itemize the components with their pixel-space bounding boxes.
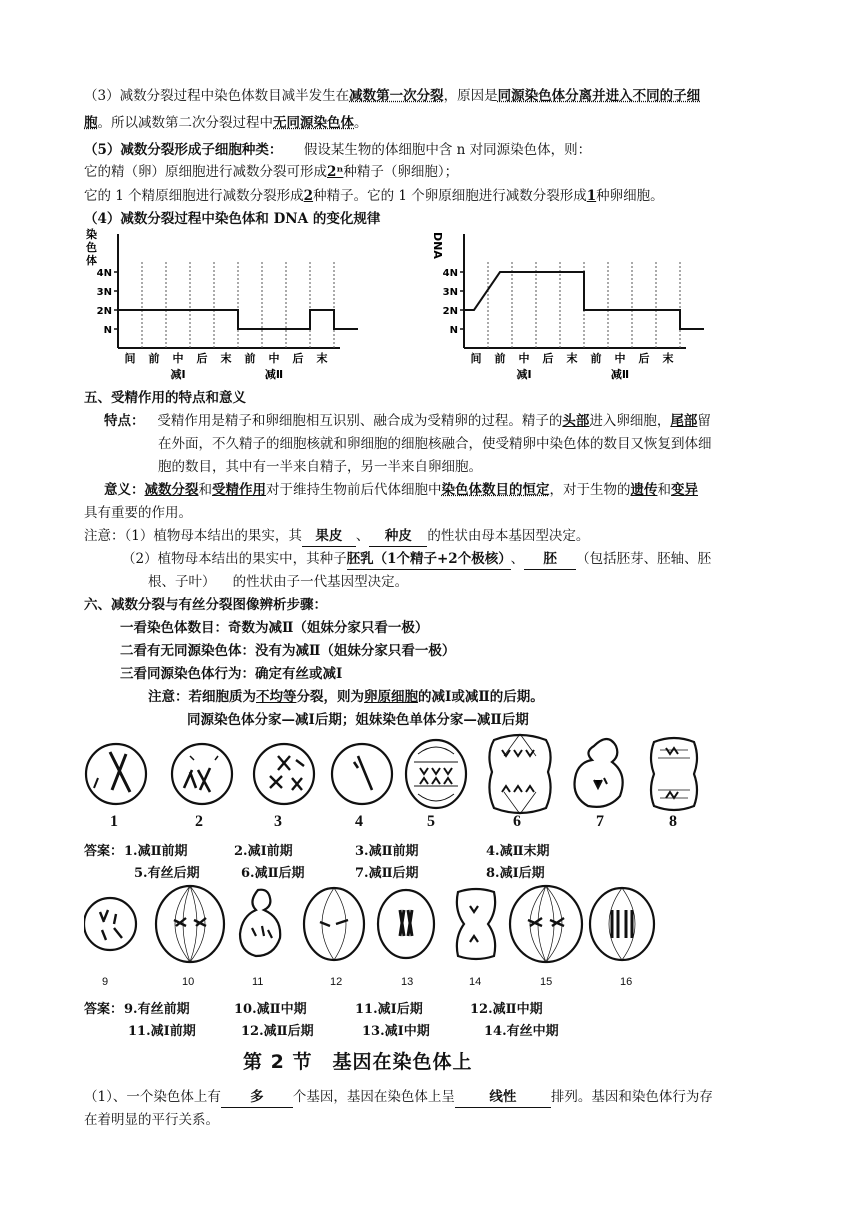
significance-line1 <box>104 480 698 500</box>
answer-item: 3.减Ⅱ前期 <box>355 844 419 859</box>
x-tick-label: 中 <box>614 352 626 365</box>
gene-para-line1 <box>84 1087 713 1108</box>
text: 假设某生物的体细胞中含 n 对同源染色体，则： <box>303 142 592 158</box>
answer: 变异 <box>671 482 698 498</box>
group-label: 减Ⅱ <box>610 368 630 381</box>
y-axis-label-char: 体 <box>86 254 97 267</box>
x-tick-label: 后 <box>638 352 650 365</box>
y-tick-label: 4N <box>442 268 458 279</box>
text: 它的精（卵）原细胞进行减数分裂可形成 <box>84 164 327 180</box>
cell-15 <box>510 886 582 962</box>
x-tick-label: 后 <box>196 352 208 365</box>
cell-16 <box>590 888 654 960</box>
blank-answer: 种皮 <box>369 526 427 547</box>
y-tick-label: 4N <box>96 268 112 279</box>
text: 种精子（卵细胞）； <box>343 164 459 180</box>
text: 种精子。它的 1 个卵原细胞进行减数分裂形成 <box>313 188 587 204</box>
blank-answer: 多 <box>221 1087 293 1108</box>
step-note <box>148 687 544 707</box>
answer-item: 11.减Ⅰ前期 <box>128 1024 196 1039</box>
answer: 2ⁿ <box>327 164 344 180</box>
cell-7 <box>575 739 623 807</box>
x-tick-label: 前 <box>494 352 506 365</box>
para-5-line3 <box>84 186 664 206</box>
cell-6 <box>489 734 550 814</box>
x-tick-label: 末 <box>566 352 578 365</box>
step-note-2: 同源染色体分家—减Ⅰ后期；姐妹染色单体分家—减Ⅱ后期 <box>187 712 529 728</box>
group-label: 减Ⅰ <box>170 368 186 381</box>
answer-item: 4.减Ⅱ末期 <box>486 844 550 859</box>
y-tick-label: 3N <box>442 287 458 298</box>
cell-number: 6 <box>513 813 521 830</box>
text: 对于维持生物前后代体细胞中 <box>266 482 442 498</box>
blank-answer: 线性 <box>455 1087 551 1108</box>
x-tick-label: 后 <box>292 352 304 365</box>
x-tick-label: 前 <box>244 352 256 365</box>
step-3: 三看同源染色体行为：确定有丝或减Ⅰ <box>120 666 343 682</box>
answer-item: 5.有丝后期 <box>134 866 200 881</box>
cell-number: 1 <box>110 813 118 830</box>
text: ，对于生物的 <box>549 482 631 498</box>
emphasis: 卵原细胞 <box>364 689 418 705</box>
note-line3 <box>148 572 408 592</box>
x-tick-label: 前 <box>590 352 602 365</box>
note-line2 <box>122 549 711 570</box>
cell-number: 10 <box>182 976 195 988</box>
x-tick-label: 间 <box>470 352 482 365</box>
step-1: 一看染色体数目：奇数为减Ⅱ（姐妹分家只看一极） <box>120 620 429 636</box>
cell-number: 9 <box>102 976 109 988</box>
chromosome-chart <box>84 226 374 382</box>
text: （1）植物母本结出的果实，其 <box>124 528 302 544</box>
x-tick-label: 前 <box>148 352 160 365</box>
text: 留 <box>697 413 711 429</box>
y-tick-label: N <box>103 325 112 336</box>
cell-13 <box>378 890 434 958</box>
cell-3 <box>254 744 314 804</box>
cell-8 <box>651 738 697 810</box>
y-axis-label-char: 染 <box>86 228 97 241</box>
x-tick-label: 中 <box>518 352 530 365</box>
heading: （5）减数分裂形成子细胞种类： <box>84 142 283 158</box>
emphasis: 胞 <box>84 115 98 131</box>
emphasis: 无同源染色体 <box>273 115 354 131</box>
group-label: 减Ⅰ <box>516 368 532 381</box>
series-line <box>118 310 358 329</box>
feature-line1 <box>104 411 711 431</box>
x-tick-label: 间 <box>124 352 136 365</box>
significance-line2: 具有重要的作用。 <box>84 505 192 521</box>
y-tick-label: 2N <box>96 306 112 317</box>
answer: 尾部 <box>670 413 698 429</box>
cell-number: 16 <box>620 976 633 988</box>
x-tick-label: 末 <box>316 352 328 365</box>
text: 的减Ⅰ或减Ⅱ的后期。 <box>418 689 544 705</box>
text: ，原因是 <box>443 88 498 104</box>
blank-answer: 胚乳（1个精子+2个极核） <box>347 549 511 570</box>
y-tick-label: 2N <box>442 306 458 317</box>
feature-line2: 在外面，不久精子的细胞核就和卵细胞的细胞核融合，使受精卵中染色体的数目又恢复到体细 <box>158 436 712 452</box>
note-line1 <box>84 526 589 547</box>
series-line <box>464 272 704 329</box>
answer-label-1: 答案： <box>84 844 124 859</box>
text: 种卵细胞。 <box>596 188 664 204</box>
cell-11 <box>240 890 280 956</box>
text: 。所以减数第二次分裂过程中 <box>97 115 273 131</box>
section-6-title: 六、减数分裂与有丝分裂图像辨析步骤： <box>84 597 327 613</box>
label: 注意： <box>84 528 125 544</box>
text: （1）、一个染色体上有 <box>84 1089 221 1105</box>
answer-item: 12.减Ⅱ后期 <box>241 1024 314 1039</box>
answer: 减数分裂 <box>144 482 199 498</box>
section-5-title: 五、受精作用的特点和意义 <box>84 390 246 406</box>
emphasis: 染色体数目的恒定 <box>441 482 550 498</box>
text: 、 <box>510 551 525 567</box>
cell-4 <box>332 744 392 804</box>
label: 特点： <box>104 413 145 429</box>
cell-number: 8 <box>669 813 677 830</box>
text: 排列。基因和染色体行为存 <box>550 1089 713 1105</box>
text: 分裂，则为 <box>296 689 364 705</box>
text: 、 <box>355 528 370 544</box>
x-tick-label: 末 <box>220 352 232 365</box>
feature-line3: 胞的数目，其中有一半来自精子，另一半来自卵细胞。 <box>158 459 482 475</box>
cell-row-2 <box>84 884 664 966</box>
text: 根、子叶） <box>148 574 216 590</box>
emphasis: 同源染色体分离并进入不同的子细 <box>497 88 701 104</box>
text: 和 <box>198 482 212 498</box>
cell-number: 7 <box>596 813 604 830</box>
text: 受精作用是精子和卵细胞相互识别、融合成为受精卵的过程。精子的 <box>157 413 563 429</box>
answer-item: 1.减Ⅱ前期 <box>124 844 188 859</box>
step-2: 二看有无同源染色体：没有为减Ⅱ（姐妹分家只看一极） <box>120 643 456 659</box>
answer: 1 <box>586 188 597 204</box>
text: 个基因，基因在染色体上呈 <box>292 1089 455 1105</box>
text: （2）植物母本结出的果实中，其种子 <box>122 551 347 567</box>
blank-answer: 胚 <box>524 549 576 570</box>
answer-item: 11.减Ⅰ后期 <box>355 1002 423 1017</box>
cell-number: 3 <box>274 813 282 830</box>
y-tick-label: N <box>449 325 458 336</box>
cell-number: 13 <box>401 976 414 988</box>
para-3-line2 <box>84 113 368 133</box>
text: 的性状由子一代基因型决定。 <box>232 574 409 590</box>
label: 意义： <box>104 482 145 498</box>
text: （3）减数分裂过程中染色体数目减半发生在 <box>84 88 350 104</box>
dna-chart <box>430 226 720 382</box>
answer-item: 6.减Ⅱ后期 <box>241 866 305 881</box>
cell-number: 11 <box>252 976 264 988</box>
cell-number: 4 <box>355 813 363 830</box>
answer-item: 13.减Ⅰ中期 <box>362 1024 430 1039</box>
answer-label-2: 答案： <box>84 1002 124 1017</box>
cell-1 <box>86 744 146 804</box>
text: 的性状由母本基因型决定。 <box>427 528 590 544</box>
answer-item: 12.减Ⅱ中期 <box>470 1002 543 1017</box>
cell-number: 14 <box>469 976 482 988</box>
text: 。 <box>354 115 368 131</box>
text: 它的 1 个精原细胞进行减数分裂形成 <box>84 188 304 204</box>
cell-14 <box>457 889 495 959</box>
cell-5 <box>406 740 466 808</box>
emphasis: 不均等 <box>256 689 297 705</box>
para-3-line1 <box>84 86 700 106</box>
answer-item: 14.有丝中期 <box>484 1024 559 1039</box>
x-tick-label: 末 <box>662 352 674 365</box>
answer: 遗传 <box>630 482 658 498</box>
y-axis-label: DNA <box>431 232 444 259</box>
x-tick-label: 后 <box>542 352 554 365</box>
para-5-line2 <box>84 162 458 182</box>
answer: 2 <box>303 188 314 204</box>
para-5-line1 <box>84 140 591 160</box>
answer: 受精作用 <box>212 482 266 498</box>
cell-10 <box>156 886 224 962</box>
text: （包括胚芽、胚轴、胚 <box>576 551 712 567</box>
answer-item: 9.有丝前期 <box>124 1002 190 1017</box>
text: 注意：若细胞质为 <box>148 689 256 705</box>
cell-9 <box>84 898 136 950</box>
blank-answer: 果皮 <box>302 526 356 547</box>
cell-row-1 <box>84 728 704 834</box>
answer-item: 7.减Ⅱ后期 <box>355 866 419 881</box>
y-tick-label: 3N <box>96 287 112 298</box>
y-axis-label-char: 色 <box>86 241 97 254</box>
emphasis: 减数第一次分裂 <box>349 88 444 104</box>
x-tick-label: 中 <box>172 352 184 365</box>
answer-item: 2.减Ⅰ前期 <box>234 844 293 859</box>
cell-12 <box>304 888 364 960</box>
cell-number: 12 <box>330 976 343 988</box>
text: 进入卵细胞， <box>589 413 671 429</box>
answer-item: 8.减Ⅰ后期 <box>486 866 545 881</box>
gene-para-line2: 在着明显的平行关系。 <box>84 1112 219 1128</box>
answer-item: 10.减Ⅱ中期 <box>234 1002 307 1017</box>
cell-number: 5 <box>427 813 435 830</box>
group-label: 减Ⅱ <box>264 368 284 381</box>
text: 和 <box>657 482 671 498</box>
answer: 头部 <box>562 413 590 429</box>
cell-number: 2 <box>195 813 203 830</box>
section-title: 第 2 节 基因在染色体上 <box>243 1051 473 1073</box>
cell-number: 15 <box>540 976 553 988</box>
x-tick-label: 中 <box>268 352 280 365</box>
para-4-title: （4）减数分裂过程中染色体和 DNA 的变化规律 <box>84 211 381 227</box>
cell-2 <box>172 744 232 804</box>
